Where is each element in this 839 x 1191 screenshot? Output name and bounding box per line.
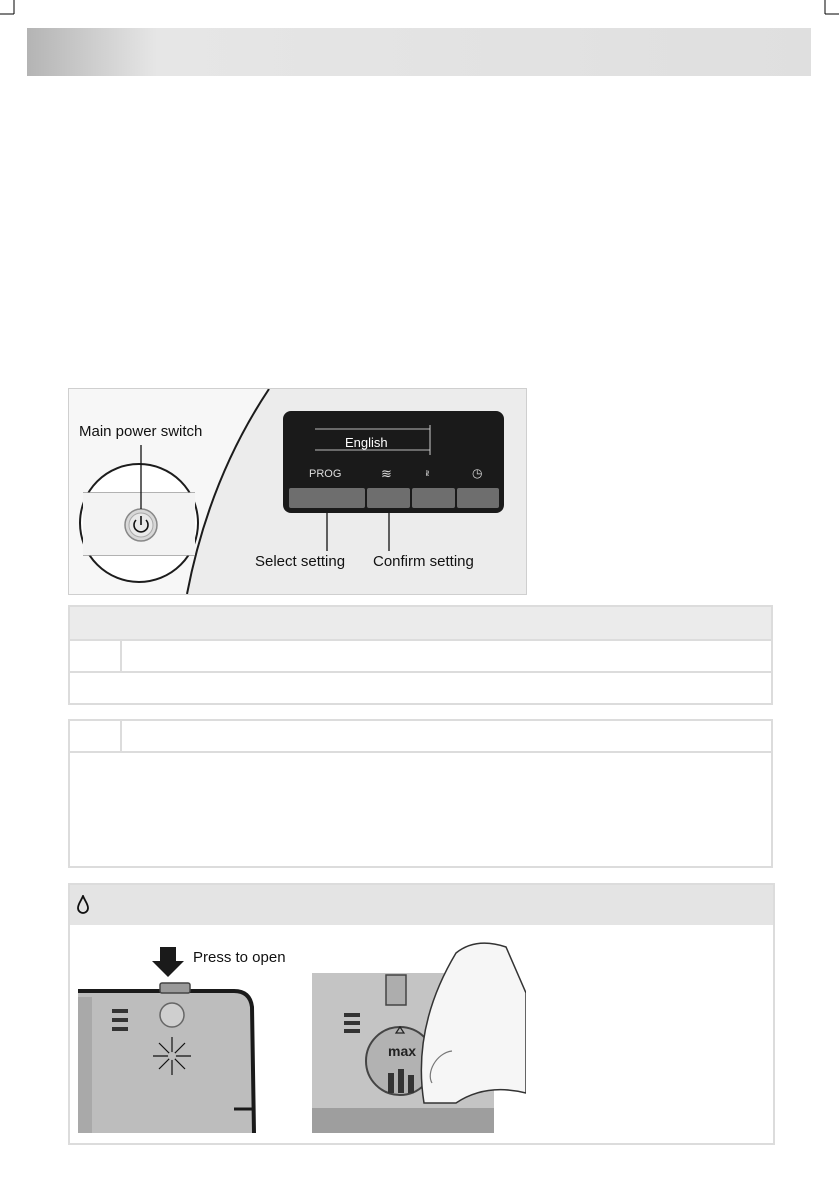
max-label: max xyxy=(388,1043,417,1059)
section-header-bar xyxy=(27,28,811,76)
display-language-text: English xyxy=(345,435,388,450)
press-to-open-label: Press to open xyxy=(193,949,286,966)
rinse-aid-filling-photo xyxy=(306,933,526,1133)
table-1-header xyxy=(70,607,771,639)
rinse-aid-panel xyxy=(68,883,775,1145)
button-label-wash: ≋ xyxy=(381,466,392,481)
rinse-aid-filling-illustration xyxy=(306,933,526,1133)
confirm-setting-label: Confirm setting xyxy=(373,553,474,570)
button-label-prog: PROG xyxy=(309,468,342,480)
info-table-2 xyxy=(68,719,773,868)
rinse-aid-panel-header xyxy=(70,885,773,925)
crop-mark-top-right xyxy=(819,0,839,20)
drop-icon xyxy=(76,895,90,915)
control-panel-figure xyxy=(68,388,527,595)
button-label-dry: ≀≀ xyxy=(425,468,428,478)
crop-mark-top-left xyxy=(0,0,20,20)
select-setting-label: Select setting xyxy=(255,553,346,570)
button-label-timer: ◷ xyxy=(472,466,483,480)
info-table-1 xyxy=(68,605,773,705)
dispenser-closed-photo xyxy=(74,933,295,1133)
main-power-switch-label: Main power switch xyxy=(79,423,203,440)
